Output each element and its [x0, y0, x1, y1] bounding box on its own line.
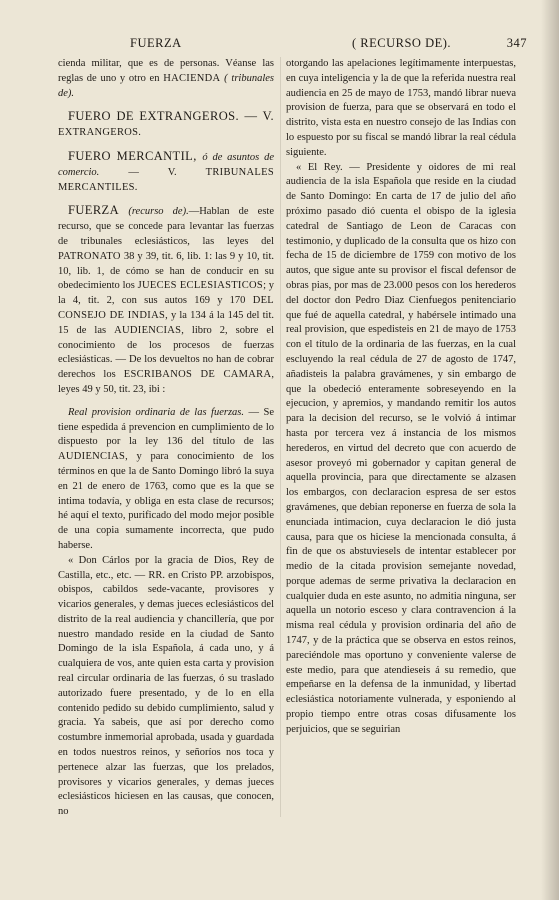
left-column: [58, 57, 274, 820]
column-divider: [280, 57, 281, 817]
paragraph-continuation: otorgando las apelaciones legítimamente interpuestas, en cuya inteligencia y la de que la referida nuestra real audiencia en 25 de mayo de 1753, mandó librar nueva provision de fuerza, para que se observará en todo el distrito, vista esta en nuestro consejo de las Indias con lo espuesto por su fiscal se mandó librar la real cédula siguiente.: [286, 58, 516, 158]
paragraph-don-carlos: « Don Cárlos por la gracia de Dios, Rey de Castilla, etc., etc. — RR. en Cristo PP. arzobispos, obispos, cabildos sede-vacante, provisores y vicarios generales, y demas jueces eclesiásticos del distrito de la real audiencia y chancillería, que por nuestro mandado reside en la ciudad de Santo Domingo de la isla Española, á cada uno, y á cualquiera de vos, ante quien esta carta y provision real circular ordinaria de las fuerzas, ó su traslado autorizado fuere presentado, y de lo en ella contenido pedido su debido cumplimiento, salud y gracia. Ya sabeis, que así por derecho como costumbre inmemorial aprobada, usada y guardada en todos nuestros reinos, y señoríos nos toca y pertenece alzar las fuerzas, que los prelados, provisores y vicarios generales, y demas jueces eclesiásticos hiciesen en las causas, que conocen, no: [58, 554, 274, 818]
paragraph-hacienda-reference: cienda militar, que es de personas. Véanse las reglas de uno y otro en HACIENDA ( tribunales de).: [58, 58, 274, 99]
entry-fuero-extrangeros: FUERO DE EXTRANGEROS. — V. EXTRANGEROS.: [58, 109, 274, 139]
entry-fuero-mercantil: FUERO MERCANTIL, ó de asuntos de comercio. — V. TRIBUNALES MERCANTILES.: [58, 148, 274, 193]
running-head: [60, 36, 527, 54]
paragraph-real-provision: Real provision ordinaria de las fuerzas. — Se tiene espedida á prevencion en cumplimiento de lo dispuesto por la ley 136 del título de las AUDIENCIAS, y para conocimiento de los términos en que la de Santo Domingo libró la suya en 21 de enero de 1763, como que es la que se intima todavía, y obliga en esta clase de recursos; hé aquí el texto, purificado del modo mejor posible de una copia sumamente incorrecta, que pudo haberse.: [58, 406, 275, 551]
running-head-title: FUERZA: [130, 36, 182, 50]
page-number: 347: [506, 36, 527, 50]
running-head-subtitle: ( RECURSO DE).: [352, 36, 452, 50]
paragraph-el-rey: « El Rey. — Presidente y oidores de mi real audiencia de la isla Española que reside en la ciudad de Santo Domingo: En carta de 17 de julio del año próximo pasado dió cuenta el obispo de la iglesia catedral de Santiago de Leon de Caracas con testimonio, y duplicado de la consulta que os hizo con fecha de 15 de diciembre de 1759 con motivo de los autos, que sigue ante su provisor el fiscal defensor de obras pias, por mas de 23.000 pesos con los herederos del doctor don Pedro Diaz Cienfuegos penitenciario que fué de aquella catedral, y habérsele intimado una real provision, que espedisteis en 21 de mayo de 1753 con el título de la ordinaria de las fuerzas, en la cual escluyendo la real cédula de 27 de agosto de 1747, añadisteis la palabra gravámenes, y sin embargo de que la obedeció enteramente sobreseyendo en la ejecucion, y apremios, y mandando remitir los autos para la decision del recurso, se le volvió á intimar hasta por tercera vez á instancia de los mismos herederos, en virtud del decreto que con acuerdo de asesor proveyó mi gobernador y capitan general de aquella provincia, para que directamente se alzasen los embargos, con declaracion espresa de ser estos gravámenes, que debian reponerse en fuerza de sola la enunciada intimacion, cuya declaracion le dió justa causa, para que os hiciese la mencionada consulta, á fin de que os abstuviesels de intentar establecer por medio de la citada provision semejante novedad, porque ademas de serme privativa la declaracion en cualquier duda en este asunto, no admitia ninguna, ser aquella un notorio esceso y clara contravencion á la misma real cédula y provision ordinaria del año de 1747, y de la práctica que se observa en estos reinos, pareciéndole mas oportuno y conveniente valerse de este medio, para que atendieseis á su remedio, que empeñarse en la defensa de la inmunidad, y libertad eclesiástica notoriamente vulnerada, y esponiendo al propio tiempo entre otras cosas difusamente los perjuicios, que se seguirian: [286, 161, 516, 735]
page-fold-shadow: [541, 0, 559, 900]
entry-fuerza-recurso: FUERZA (recurso de).—Hablan de este recurso, que se concede para levantar las fuerzas de tribunales eclesiásticos, las leyes del PATRONATO 38 y 39, tit. 6, lib. 1: las 9 y 10, tit. 10, lib. 1, de cómo se han de conducir en su obedecimiento los JUECES ECLESIASTICOS; y la 4, tit. 2, con sus autos 169 y 170 DEL CONSEJO DE INDIAS, y la 134 á la 145 del tit. 15 de las AUDIENCIAS, libro 2, sobre el conocimiento de los procesos de fuerzas eclesiásticas. — De los devueltos no han de cobrar derechos los ESCRIBANOS DE CAMARA, leyes 49 y 50, tit. 23, ibi :: [58, 203, 275, 395]
right-column: [286, 57, 516, 738]
